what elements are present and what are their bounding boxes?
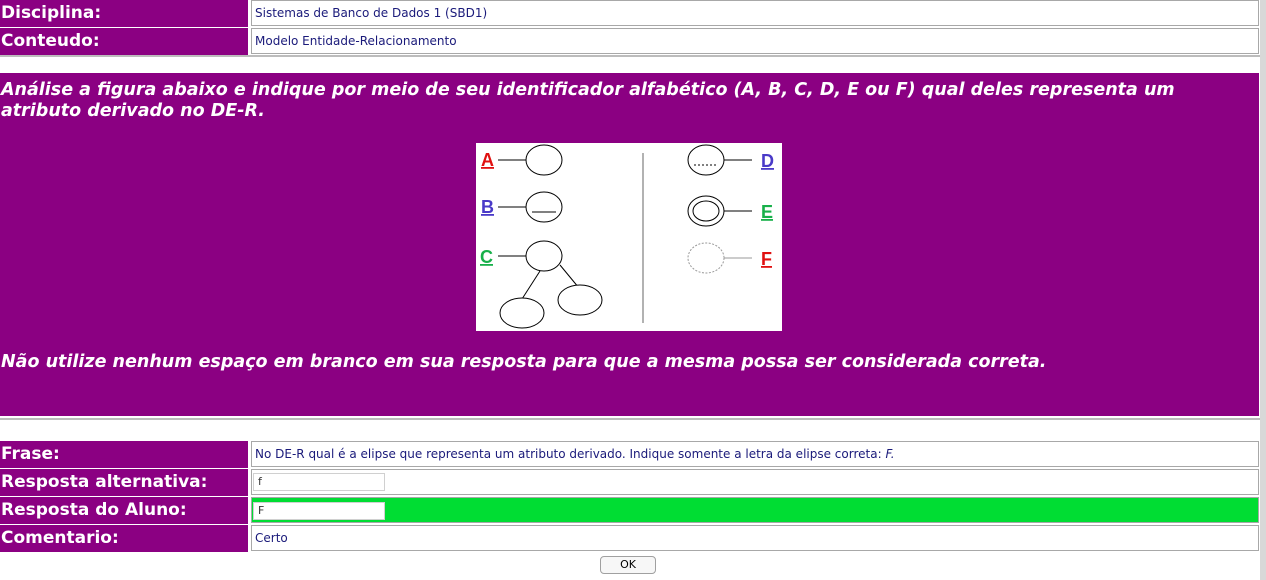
attr-c-sub2-line	[560, 265, 579, 288]
letter-f: F	[761, 249, 772, 269]
question-panel	[0, 73, 1259, 416]
resposta-aluno-cell	[251, 497, 1259, 523]
window-edge	[1260, 0, 1266, 580]
attr-c-sub2-ellipse	[558, 285, 602, 315]
conteudo-value: Modelo Entidade-Relacionamento	[251, 28, 1259, 54]
attr-c-ellipse	[526, 241, 562, 271]
attr-c-sub1-line	[522, 271, 540, 299]
attr-c-sub1-ellipse	[500, 298, 544, 328]
frase-value	[251, 441, 1259, 467]
frase-label: Frase:	[0, 441, 248, 468]
conteudo-row	[0, 27, 1266, 54]
conteudo-label: Conteudo:	[0, 28, 248, 55]
separator	[0, 55, 1266, 57]
disciplina-label: Disciplina:	[0, 0, 248, 27]
disciplina-value: Sistemas de Banco de Dados 1 (SBD1)	[251, 0, 1259, 26]
attr-d-ellipse	[688, 145, 724, 175]
resposta-alternativa-cell	[251, 469, 1259, 495]
separator	[0, 418, 1266, 420]
comentario-row	[0, 525, 1266, 552]
comentario-value: Certo	[251, 525, 1259, 551]
attr-a-ellipse	[526, 145, 562, 175]
frase-row	[0, 441, 1266, 468]
attr-e-inner-ellipse	[693, 201, 719, 221]
letter-a: A	[481, 150, 494, 170]
letter-d: D	[761, 151, 774, 171]
er-diagram	[476, 143, 782, 331]
frase-text: No DE-R qual é a elipse que representa um atributo derivado. Indique somente a letra da elipse correta:	[255, 447, 886, 461]
resposta-aluno-input[interactable]: F	[253, 502, 385, 520]
resposta-alternativa-label: Resposta alternativa:	[0, 469, 248, 496]
ok-button[interactable]: OK	[600, 556, 656, 574]
resposta-aluno-row	[0, 497, 1266, 524]
question-note: Não utilize nenhum espaço em branco em sua resposta para que a mesma possa ser considerada correta.	[1, 352, 1047, 372]
resposta-aluno-label: Resposta do Aluno:	[0, 497, 248, 524]
attr-f-dashed-ellipse	[688, 243, 724, 273]
letter-e: E	[761, 202, 774, 222]
frase-answer: F.	[885, 447, 895, 461]
er-diagram-figure	[476, 143, 782, 331]
letter-b: B	[481, 197, 494, 217]
disciplina-row	[0, 0, 1266, 27]
resposta-alternativa-input[interactable]: f	[253, 473, 385, 491]
comentario-label: Comentario:	[0, 525, 248, 552]
question-text: Análise a figura abaixo e indique por meio de seu identificador alfabético (A, B, C, D, E ou F) qual deles representa um atributo derivado no DE-R.	[1, 80, 1175, 121]
letter-c: C	[480, 247, 493, 267]
attr-b-ellipse	[526, 192, 562, 222]
resposta-alternativa-row	[0, 469, 1266, 496]
